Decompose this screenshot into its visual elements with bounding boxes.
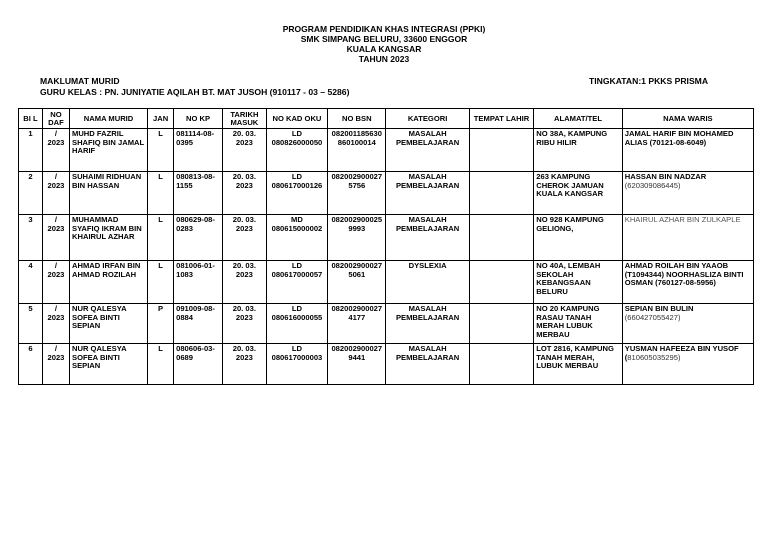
cell-jan: P bbox=[148, 304, 174, 344]
cell-nodaf: / 2023 bbox=[42, 215, 69, 261]
cell-bsn: 0820029000279441 bbox=[328, 344, 386, 385]
cell-nama: SUHAIMI RIDHUAN BIN HASSAN bbox=[70, 172, 148, 215]
cell-jan: L bbox=[148, 129, 174, 172]
cell-oku: MD 080615000002 bbox=[266, 215, 327, 261]
col-header-alamat: ALAMAT/TEL bbox=[534, 109, 622, 129]
cell-tarikh: 20. 03. 2023 bbox=[223, 172, 267, 215]
col-header-bil: BI L bbox=[19, 109, 43, 129]
cell-alamat: NO 40A, LEMBAH SEKOLAH KEBANGSAAN BELURU bbox=[534, 261, 622, 304]
cell-alamat: NO 928 KAMPUNG GELIONG, bbox=[534, 215, 622, 261]
col-header-nama: NAMA MURID bbox=[70, 109, 148, 129]
cell-bil: 6 bbox=[19, 344, 43, 385]
cell-tarikh: 20. 03. 2023 bbox=[223, 129, 267, 172]
cell-oku: LD 080617000003 bbox=[266, 344, 327, 385]
cell-nokp: 081114-08-0395 bbox=[174, 129, 223, 172]
table-row bbox=[19, 172, 754, 215]
cell-nama: NUR QALESYA SOFEA BINTI SEPIAN bbox=[70, 304, 148, 344]
col-header-waris: NAMA WARIS bbox=[622, 109, 753, 129]
col-header-nobsn: NO BSN bbox=[328, 109, 386, 129]
cell-waris: KHAIRUL AZHAR BIN ZULKAPLE bbox=[622, 215, 753, 261]
cell-tarikh: 20. 03. 2023 bbox=[223, 261, 267, 304]
cell-kategori: MASALAH PEMBELAJARAN bbox=[386, 129, 469, 172]
class-level: TINGKATAN:1 PKKS PRISMA bbox=[589, 76, 709, 86]
cell-kategori: MASALAH PEMBELAJARAN bbox=[386, 215, 469, 261]
col-header-kategori: KATEGORI bbox=[386, 109, 469, 129]
cell-waris: SEPIAN BIN BULIN (660427055427) bbox=[622, 304, 753, 344]
cell-bsn: 0820029000275756 bbox=[328, 172, 386, 215]
cell-nodaf: / 2023 bbox=[42, 261, 69, 304]
cell-nokp: 080813-08-1155 bbox=[174, 172, 223, 215]
cell-bsn: 0820029000259993 bbox=[328, 215, 386, 261]
cell-jan: L bbox=[148, 344, 174, 385]
cell-nama: MUHAMMAD SYAFIQ IKRAM BIN KHAIRUL AZHAR bbox=[70, 215, 148, 261]
cell-waris: HASSAN BIN NADZAR (620309086445) bbox=[622, 172, 753, 215]
cell-waris: YUSMAN HAFEEZA BIN YUSOF (810605035295) bbox=[622, 344, 753, 385]
cell-tempat bbox=[469, 215, 534, 261]
cell-kategori: MASALAH PEMBELAJARAN bbox=[386, 304, 469, 344]
cell-nokp: 081006-01-1083 bbox=[174, 261, 223, 304]
table-header-row bbox=[19, 109, 754, 129]
cell-nama: MUHD FAZRIL SHAFIQ BIN JAMAL HARIF bbox=[70, 129, 148, 172]
cell-tempat bbox=[469, 304, 534, 344]
cell-jan: L bbox=[148, 261, 174, 304]
cell-bil: 5 bbox=[19, 304, 43, 344]
cell-kategori: MASALAH PEMBELAJARAN bbox=[386, 344, 469, 385]
cell-nodaf: / 2023 bbox=[42, 304, 69, 344]
cell-tarikh: 20. 03. 2023 bbox=[223, 344, 267, 385]
cell-tarikh: 20. 03. 2023 bbox=[223, 215, 267, 261]
cell-alamat: NO 20 KAMPUNG RASAU TANAH MERAH LUBUK MERBAU bbox=[534, 304, 622, 344]
cell-bil: 3 bbox=[19, 215, 43, 261]
col-header-tempat: TEMPAT LAHIR bbox=[469, 109, 534, 129]
cell-nodaf: / 2023 bbox=[42, 344, 69, 385]
cell-bsn: 082001185630860100014 bbox=[328, 129, 386, 172]
cell-waris: JAMAL HARIF BIN MOHAMED ALIAS (70121-08-6049) bbox=[622, 129, 753, 172]
table-row bbox=[19, 129, 754, 172]
col-header-jan: JAN bbox=[148, 109, 174, 129]
cell-tempat bbox=[469, 172, 534, 215]
section-label: MAKLUMAT MURID bbox=[40, 76, 120, 86]
cell-oku: LD 080616000055 bbox=[266, 304, 327, 344]
title-line-3: KUALA KANGSAR bbox=[346, 44, 422, 54]
cell-oku: LD 080617000126 bbox=[266, 172, 327, 215]
class-teacher: GURU KELAS : PN. JUNIYATIE AQILAH BT. MAT JUSOH (910117 - 03 – 5286) bbox=[40, 87, 350, 97]
cell-nodaf: / 2023 bbox=[42, 129, 69, 172]
table-row bbox=[19, 261, 754, 304]
cell-bsn: 0820029000274177 bbox=[328, 304, 386, 344]
cell-nama: NUR QALESYA SOFEA BINTI SEPIAN bbox=[70, 344, 148, 385]
col-header-nokad: NO KAD OKU bbox=[266, 109, 327, 129]
cell-nama: AHMAD IRFAN BIN AHMAD ROZILAH bbox=[70, 261, 148, 304]
cell-tarikh: 20. 03. 2023 bbox=[223, 304, 267, 344]
cell-bil: 2 bbox=[19, 172, 43, 215]
cell-bsn: 0820029000275061 bbox=[328, 261, 386, 304]
cell-jan: L bbox=[148, 172, 174, 215]
cell-nodaf: / 2023 bbox=[42, 172, 69, 215]
col-header-nokp: NO KP bbox=[174, 109, 223, 129]
cell-bil: 1 bbox=[19, 129, 43, 172]
cell-alamat: 263 KAMPUNG CHEROK JAMUAN KUALA KANGSAR bbox=[534, 172, 622, 215]
title-line-1: PROGRAM PENDIDIKAN KHAS INTEGRASI (PPKI) bbox=[282, 24, 486, 34]
table-row bbox=[19, 215, 754, 261]
table-row bbox=[19, 304, 754, 344]
cell-waris: AHMAD ROILAH BIN YAAOB (T1094344) NOORHASLIZA BINTI OSMAN (760127-08-5956) bbox=[622, 261, 753, 304]
cell-tempat bbox=[469, 261, 534, 304]
cell-nokp: 091009-08-0884 bbox=[174, 304, 223, 344]
title-line-4: TAHUN 2023 bbox=[358, 54, 410, 64]
table-row bbox=[19, 344, 754, 385]
col-header-nodaf: NO DAF bbox=[42, 109, 69, 129]
cell-nokp: 080606-03-0689 bbox=[174, 344, 223, 385]
cell-tempat bbox=[469, 344, 534, 385]
cell-oku: LD 080826000050 bbox=[266, 129, 327, 172]
col-header-tarikh: TARIKH MASUK bbox=[223, 109, 267, 129]
cell-bil: 4 bbox=[19, 261, 43, 304]
cell-tempat bbox=[469, 129, 534, 172]
cell-alamat: NO 38A, KAMPUNG RIBU HILIR bbox=[534, 129, 622, 172]
cell-kategori: DYSLEXIA bbox=[386, 261, 469, 304]
cell-nokp: 080629-08-0283 bbox=[174, 215, 223, 261]
cell-kategori: MASALAH PEMBELAJARAN bbox=[386, 172, 469, 215]
cell-oku: LD 080617000057 bbox=[266, 261, 327, 304]
student-table bbox=[18, 108, 754, 385]
cell-jan: L bbox=[148, 215, 174, 261]
cell-alamat: LOT 2816, KAMPUNG TANAH MERAH, LUBUK MERBAU bbox=[534, 344, 622, 385]
title-line-2: SMK SIMPANG BELURU, 33600 ENGGOR bbox=[300, 34, 468, 44]
